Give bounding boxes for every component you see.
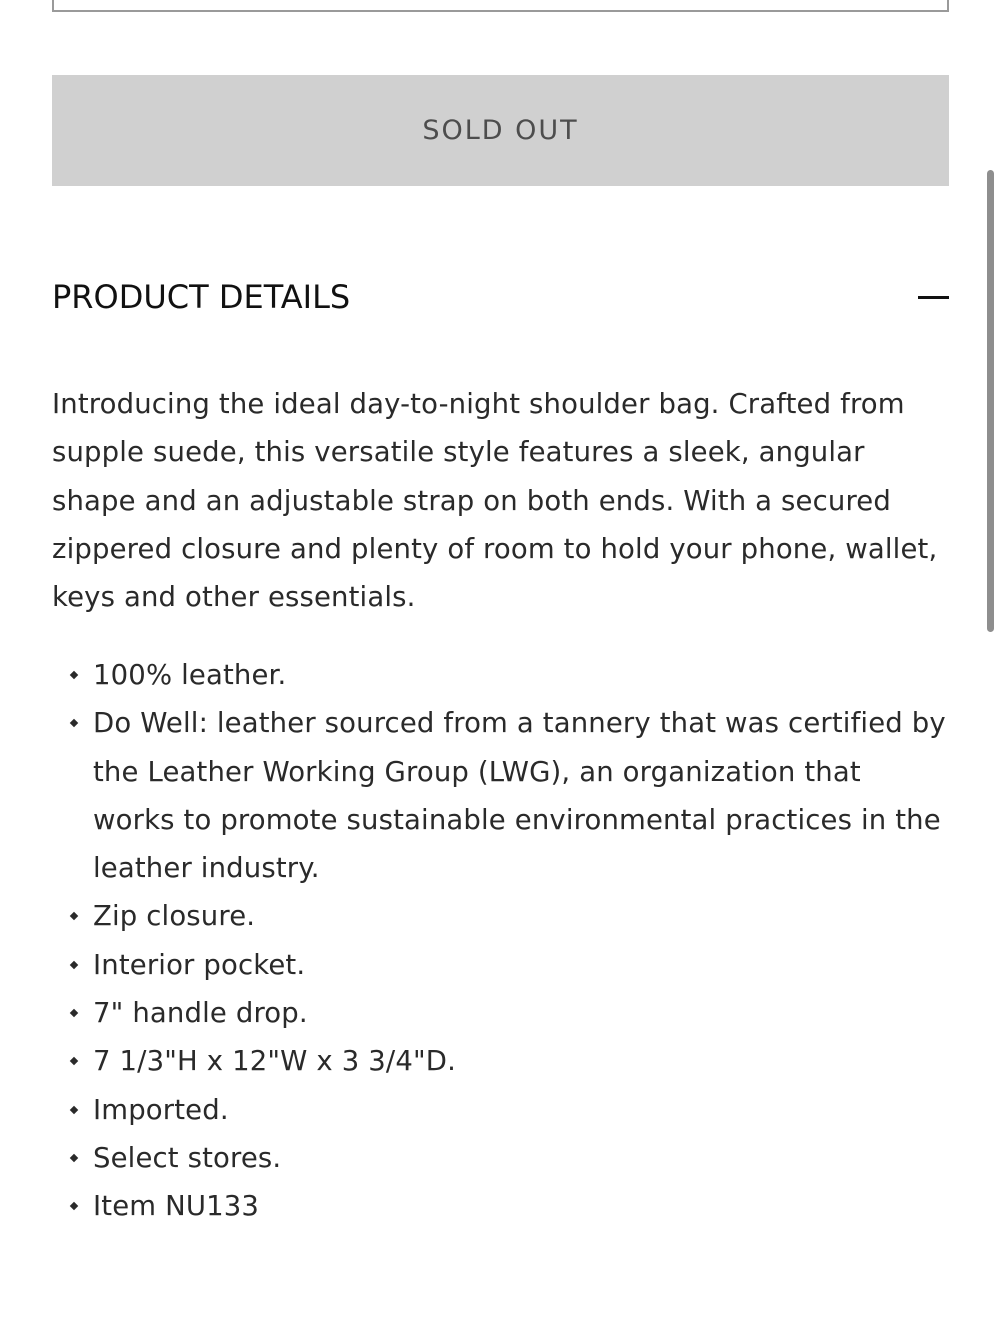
sold-out-button: SOLD OUT: [52, 75, 949, 186]
list-item: Zip closure.: [52, 892, 949, 940]
list-item: 7 1/3"H x 12"W x 3 3/4"D.: [52, 1037, 949, 1085]
product-details-list: [52, 651, 949, 1231]
variant-select[interactable]: [52, 0, 949, 12]
list-item: Interior pocket.: [52, 941, 949, 989]
list-item: 100% leather.: [52, 651, 949, 699]
scrollbar[interactable]: [987, 170, 994, 632]
product-details-toggle[interactable]: [52, 270, 949, 324]
minus-icon[interactable]: [918, 282, 949, 312]
product-description: Introducing the ideal day-to-night shoulder bag. Crafted from supple suede, this versatile style features a sleek, angular shape and an adjustable strap on both ends. With a secured zippered closure and plenty of room to hold your phone, wallet, keys and other essentials.: [52, 388, 938, 614]
list-item: Select stores.: [52, 1134, 949, 1182]
list-item: 7" handle drop.: [52, 989, 949, 1037]
list-item: Imported.: [52, 1086, 949, 1134]
list-item: Do Well: leather sourced from a tannery that was certified by the Leather Working Group (LWG), an organization that works to promote sustainable environmental practices in the leather industry.: [52, 699, 949, 892]
product-details-title: PRODUCT DETAILS: [52, 278, 351, 316]
list-item: Item NU133: [52, 1182, 949, 1230]
